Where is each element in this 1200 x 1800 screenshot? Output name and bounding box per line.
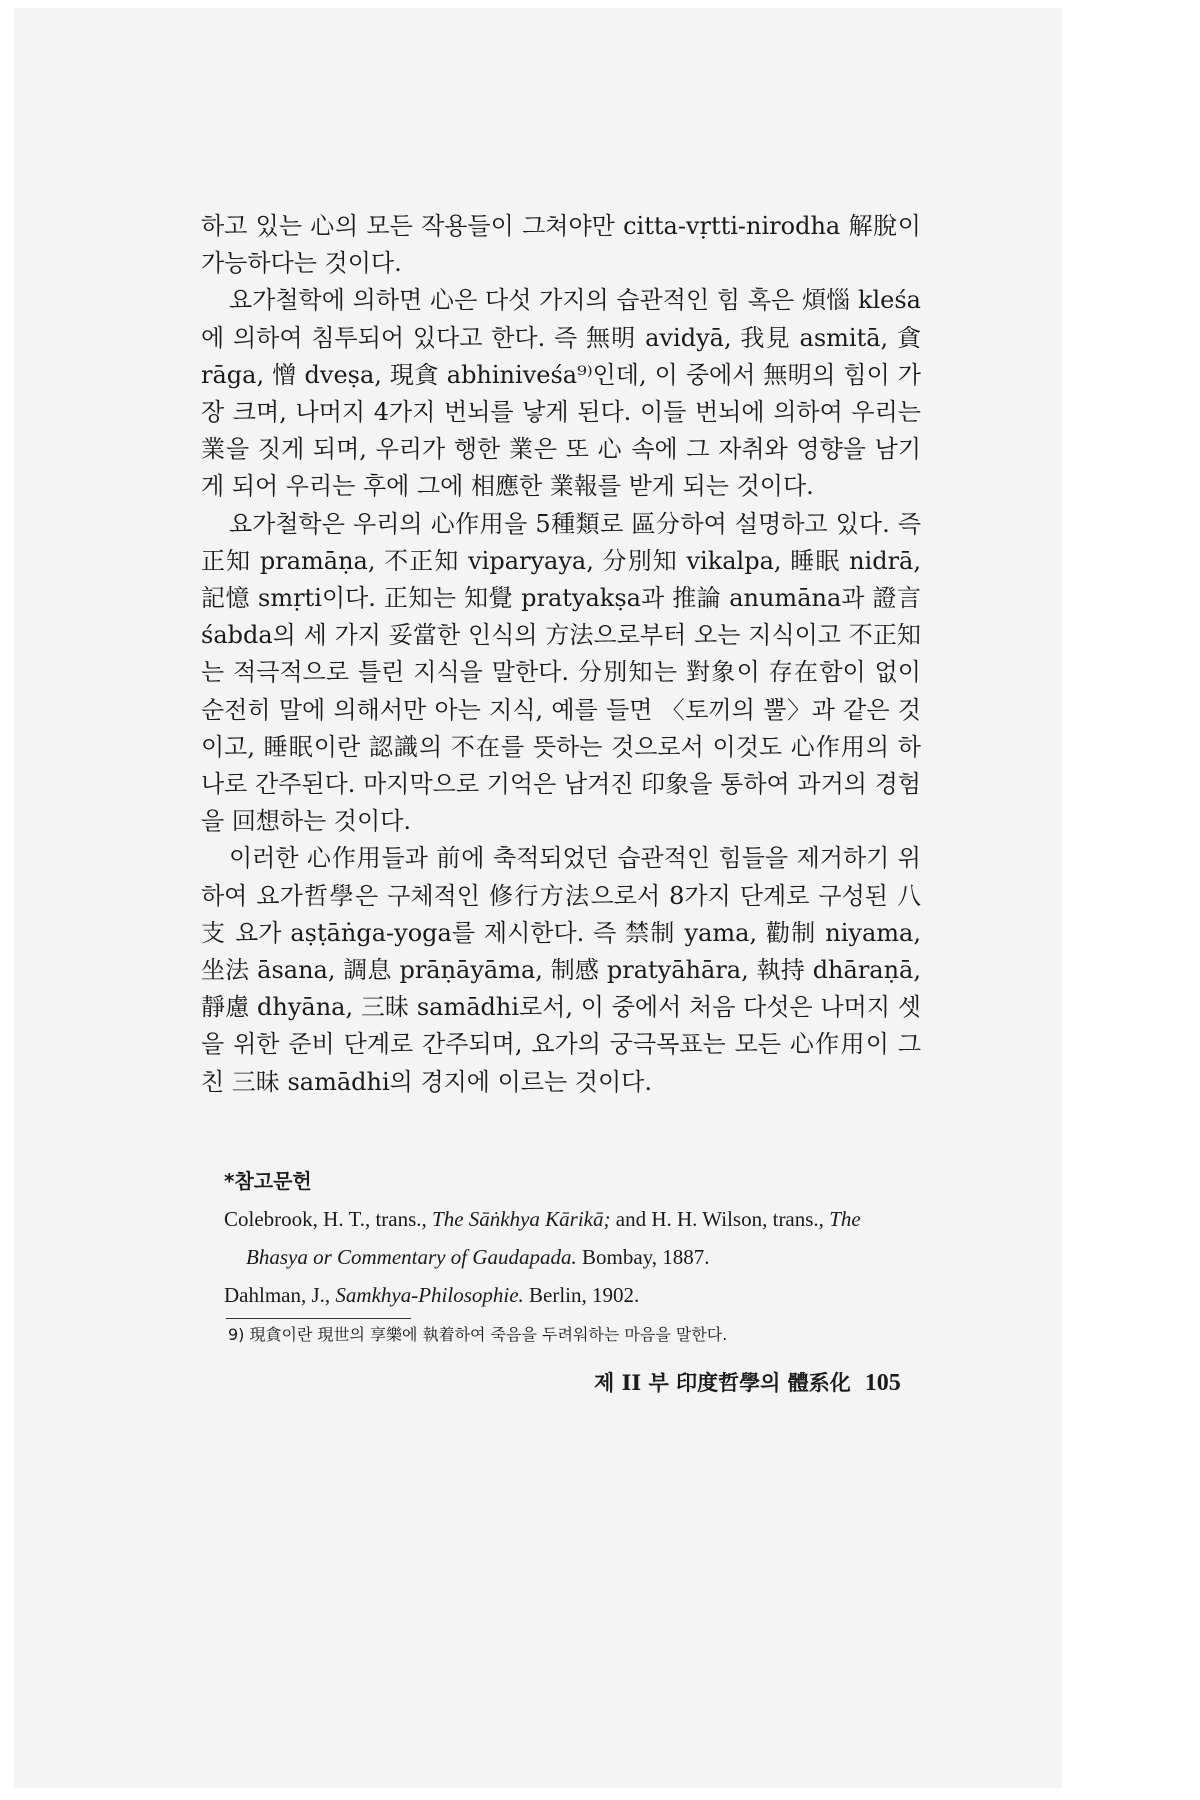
footnote: 9) 現貪이란 現世의 享樂에 執着하여 죽음을 두려워하는 마음을 말한다. bbox=[228, 1325, 728, 1344]
paragraph-3: 요가철학은 우리의 心作用을 5種類로 區分하여 설명하고 있다. 즉 正知 pramāṇa, 不正知 viparyaya, 分別知 vikalpa, 睡眠 nidrā, 記憶 smṛti이다. 正知는 知覺 pratyakṣa과 推論 anumāna과 證言 śabda의 세 가지 妥當한 인식의 方法으로부터 오는 지식이고 不正知는 적극적으로 틀린 지식을 말한다. 分別知는 對象이 存在함이 없이 순전히 말에 의해서만 아는 지식, 예를 들면 〈토끼의 뿔〉과 같은 것이고, 睡眠이란 認識의 不在를 뜻하는 것으로서 이것도 心作用의 하나로 간주된다. 마지막으로 기억은 남겨진 印象을 통하여 과거의 경험을 回想하는 것이다. bbox=[201, 509, 921, 836]
running-footer bbox=[594, 1368, 901, 1398]
paragraph-4: 이러한 心作用들과 前에 축적되었던 습관적인 힘들을 제거하기 위하여 요가哲學은 구체적인 修行方法으로서 8가지 단계로 구성된 八支 요가 aṣṭāṅga-yoga를 제시한다. 즉 禁制 yama, 勸制 niyama, 坐法 āsana, 調息 prāṇāyāma, 制感 pratyāhāra, 執持 dhāraṇā, 靜慮 dhyāna, 三昧 samādhi로서, 이 중에서 처음 다섯은 나머지 셋을 위한 준비 단계로 간주되며, 요가의 궁극목표는 모든 心作用이 그친 三昧 samādhi의 경지에 이르는 것이다. bbox=[201, 844, 921, 1096]
page-number: 105 bbox=[864, 1370, 901, 1396]
paragraph-1: 하고 있는 心의 모든 작용들이 그쳐야만 citta-vṛtti-nirodha 解脫이 가능하다는 것이다. bbox=[201, 212, 921, 278]
section-title: 제 II 부 印度哲學의 體系化 bbox=[594, 1370, 851, 1395]
references-heading: *참고문헌 bbox=[224, 1169, 312, 1193]
footnote-rule bbox=[226, 1318, 411, 1319]
reference-item-1: Colebrook, H. T., trans., The Sāṅkhya Kārikā; and H. H. Wilson, trans., The Bhasya or Commentary of Gaudapada. Bombay, 1887. bbox=[224, 1207, 861, 1269]
body-text bbox=[201, 208, 921, 1101]
references-section bbox=[224, 1162, 924, 1314]
reference-item-2: Dahlman, J., Samkhya-Philosophie. Berlin, 1902. bbox=[224, 1283, 640, 1307]
paragraph-2: 요가철학에 의하면 心은 다섯 가지의 습관적인 힘 혹은 煩惱 kleśa에 의하여 침투되어 있다고 한다. 즉 無明 avidyā, 我見 asmitā, 貪 rāga, 憎 dveṣa, 現貪 abhiniveśa⁹⁾인데, 이 중에서 無明의 힘이 가장 크며, 나머지 4가지 번뇌를 낳게 된다. 이들 번뇌에 의하여 우리는 業을 짓게 되며, 우리가 행한 業은 또 心 속에 그 자취와 영향을 남기게 되어 우리는 후에 그에 相應한 業報를 받게 되는 것이다. bbox=[201, 286, 921, 501]
